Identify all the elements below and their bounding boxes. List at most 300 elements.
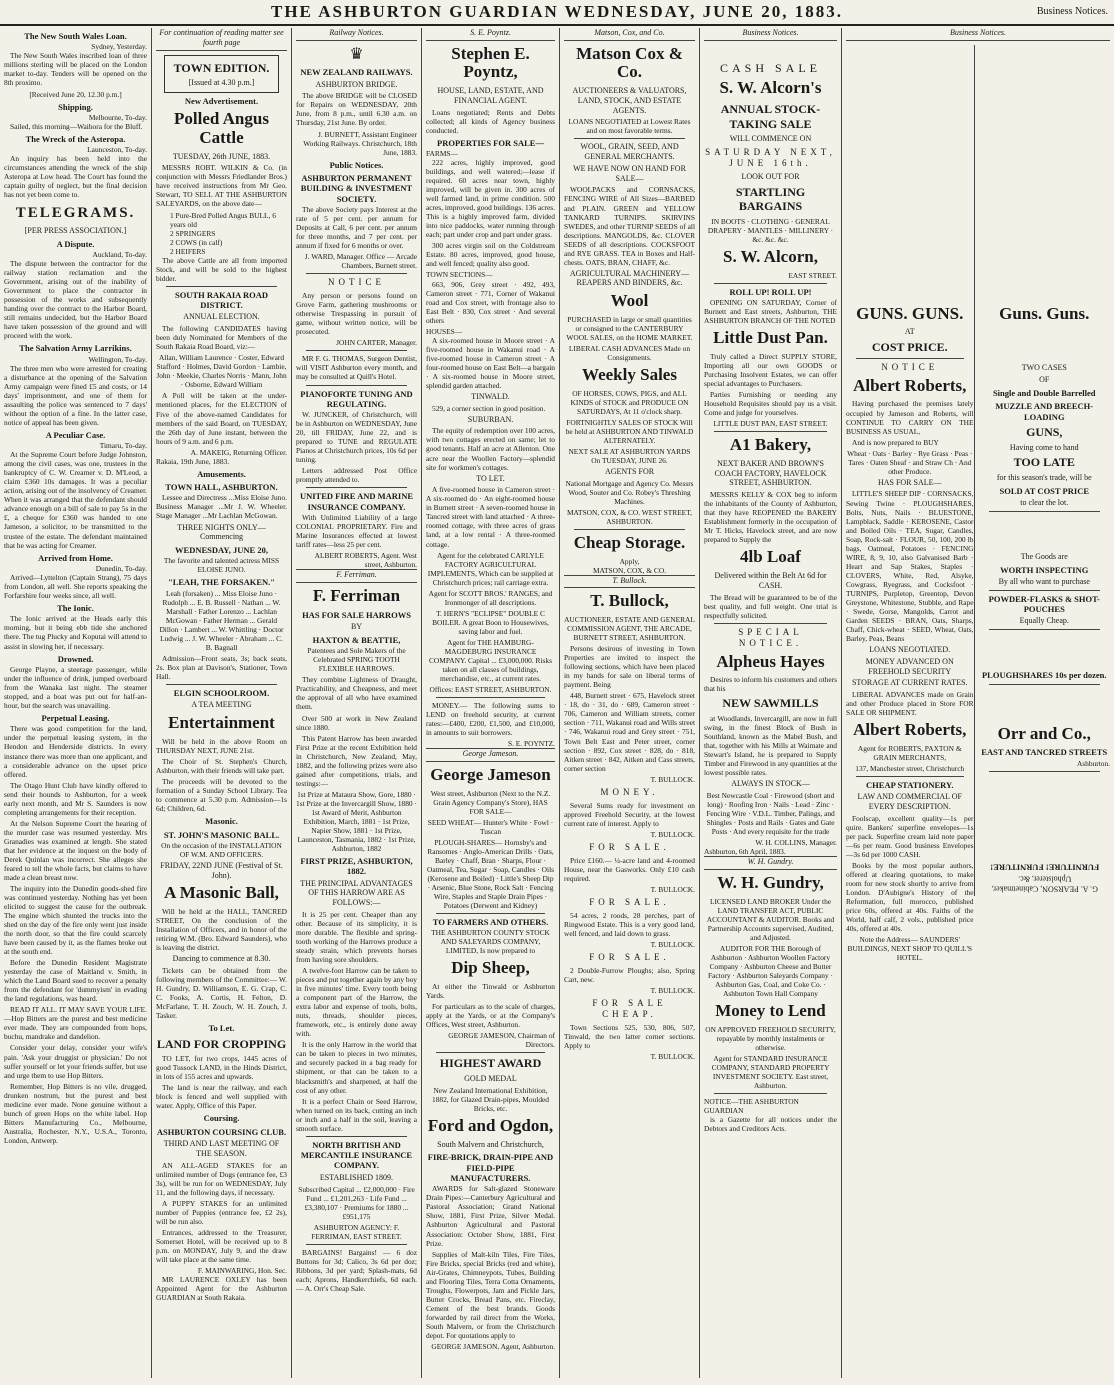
- signature: F. MAINWARING, Hon. Sec.: [197, 1265, 287, 1275]
- product-list: LITTLE'S SHEEP DIP · CORNSACKS, Sewing Twine · PLOUGHSHARES, Bolts, Nuts, Nails · BLUESTONE, Lampblack, Saddle · KEROSENE, Castor and Boiled Oils · TEA, Sugar, Candles, Soap, Rock-salt · FLOUR, 50, 100, 200 lb bags, Oatmeal, Potatoes · FENCING WIRE, 8, 9, 10, also Galvanised Barb · Heart and Sap Stakes, Staples · CLOVERS, White, Red, Alsyke, Cowgrass, Ryegrass, and Cocksfoot · TURNIPS, Purpletop, Greentop, Devon Greystone, Whitestone, Stubble, and Rape · Swede, Gorse, Mangolds, Carrot and Garden SEEDS · BRAN, Oats, Sharps, Chaff, Chick-wheat · SEED, Wheat, Oats, Barley, Peas, Beans: [846, 489, 974, 643]
- ad-text: Entrances, addressed to the Treasurer, Somerset Hotel, will be received up to 8 p.m. on MONDAY, July 9, and the draw will take place at the same time.: [156, 1227, 287, 1264]
- ad-title-large: Albert Roberts,: [853, 375, 967, 395]
- ad-title-large: George Jameson: [430, 764, 551, 784]
- product-list: PLOUGH-SHARES— Hornsby's and Ransomes · Anglo-American Drills · Oats, Barley · Chaff, Bran · Sharps, Flour · Oatmeal, Tea, Sugar · Soap, Candles · Oils (Kerosene and Boiled) · Little's Sheep Dip · Arsenic, Blue Stone, Rock Salt · Fencing Wire, Staples and Staple Drain Pipes · Potatoes (Derwent and Kidney): [426, 837, 554, 910]
- capital-list: Subscribed Capital ... £2,000,000 · Fire Fund ... £1,201,263 · Life Fund ... £3,380,107 · Premiums for 1880 ... £951,175: [298, 1184, 415, 1221]
- ad-title: PIANOFORTE TUNING AND REGULATING.: [300, 388, 413, 409]
- address: 137, Manchester street, Christchurch: [855, 763, 965, 773]
- headline: A Peculiar Case.: [45, 429, 106, 440]
- ad-title: ELGIN SCHOOLROOM.: [173, 688, 270, 699]
- lot-item: 2 SPRINGERS: [170, 228, 216, 238]
- ad-text: A Poll will be taken at the under-mentioned places, for the ELECTION of Five of the above-named Candidates for members of the said Board, on TUESDAY, the 26th day of June instant, between the hours of 9 a.m. and 6 p.m.: [156, 391, 287, 446]
- headline: Perpetual Leasing.: [41, 713, 110, 724]
- ad-subtitle: STARTLING BARGAINS: [735, 184, 806, 214]
- section-head: George Jameson.: [426, 748, 555, 762]
- column-2-ads: [152, 28, 292, 1378]
- article-text: The New South Wales inscribed loan of three millions sterling will be placed on the London market to-day. Tenders will be opened on the 8th proximo.: [4, 51, 147, 88]
- column-heading: Railway Notices.: [296, 28, 417, 41]
- masthead-right: Business Notices.: [1036, 6, 1108, 17]
- ad-title-large: Money to Lend: [715, 1000, 826, 1020]
- lot-item: 2 COWS (in calf): [170, 237, 223, 247]
- section-head: To Let.: [208, 1023, 235, 1034]
- ad-text: At either the Tinwald or Ashburton Yards.: [426, 982, 555, 1001]
- ad-title-large: S. W. Alcorn's: [719, 78, 822, 98]
- ad-title-large: Cheap Storage.: [573, 532, 686, 552]
- ad-text: The Bread will be guaranteed to be of the best quality, and full weight. One trial is respectfully solicited.: [704, 592, 837, 620]
- ad-subtitle: AGENTS FOR: [604, 467, 655, 476]
- ad-text: With Unlimited Liability of a large COLONIAL PROPRIETARY. Fire and Marine Insurances effected at lowest tariff rates—less 25 per cent.: [296, 513, 417, 550]
- ad-text: It is the only Harrow in the world that can be taken to pieces in two minutes, and securely packed in a bag ready for shipment, or that can be taken to a blacksmith's and sharpened, at half the cost of any other.: [296, 1040, 417, 1095]
- section-head: Masonic.: [205, 816, 238, 827]
- signature: ALBERT ROBERTS, Agent. West street, Ashburton.: [314, 551, 417, 570]
- prize-list: 1st Prize at Mataura Show, Gore, 1880 · 1st Prize at the Invercargill Show, 1880 · 1st Award of Merit, Ashburton Exhibition, March, 1881 · 1st Prize, Napier Show, 1881 · 1st Prize, Launceston, Tasmania, 1882 · 1st Prize, Ashburton, 1882: [296, 789, 417, 853]
- ad-subtitle: ESTABLISHED 1809.: [319, 1172, 394, 1182]
- section-head: New Advertisement.: [184, 95, 259, 106]
- ad-subtitle: South Malvern and Christchurch,: [437, 1139, 544, 1149]
- ad-date: Ashburton, 6th April, 1883.: [704, 847, 786, 857]
- ad-title: FOR SALE CHEAP.: [592, 998, 667, 1019]
- article-text: There was good competition for the land, under the perpetual leasing system, in the Hendon and Henderside districts. In every instance there was more than one applicant, and a considerable advance on the upset price offered.: [4, 724, 147, 779]
- ad-text: LOANS NEGOTIATED at Lowest Rates and on most favorable terms.: [568, 117, 691, 136]
- signature: T. BULLOCK.: [650, 985, 695, 995]
- ad-subtitle: FIRE-BRICK, DRAIN-PIPE AND FIELD-PIPE MANUFACTURERS.: [427, 1152, 554, 1183]
- ad-title-large: S. W. Alcorn,: [723, 247, 818, 267]
- cast-list: Leah (forsaken) ... Miss Eloise Juno · Rudolph ... E. B. Russell · Nathan ... W. Marshall · Father Lorenzo ... Lachlan McGowan · Father Herman ... Gerald Dillon · Lambert ... W. Whittling · Doctor Ludwig ... J. W. Wheeler · Abraham ... C. B. Bagnall: [159, 588, 284, 652]
- ad-subtitle: ALWAYS IN STOCK—: [731, 779, 810, 789]
- ad-title: Polled Angus Cattle: [174, 109, 269, 147]
- dateline: Timaru, To-day.: [99, 441, 147, 451]
- headline: The New South Wales Loan.: [24, 31, 127, 41]
- ad-text: MR F. G. THOMAS, Surgeon Dentist, will VISIT Ashburton every month, and may be consulted at Quill's Hotel.: [296, 354, 417, 382]
- ad-text: G. A. PEARSON, Cabinetmaker, Upholsterer, &c.: [991, 874, 1098, 894]
- ad-subtitle: THIRD AND LAST MEETING OF THE SEASON.: [163, 1139, 280, 1158]
- ad-title: FOR SALE.: [589, 896, 670, 907]
- ad-title: FOR SALE.: [589, 951, 670, 962]
- ad-title: SPECIAL NOTICE.: [738, 626, 803, 648]
- article-text: Consider your delay, consider your wife's pain. 'Ask your druggist or physician.' Do not suffer yourself or let your friends suffer, but use and urge them to use Hop Bitters.: [4, 1043, 147, 1080]
- article-text: George Playne, a steerage passenger, while under the influence of drink, jumped overboard from the Wanaka last night. The steamer stopped, and a boat was put out for half-an-hour, but the search was unavailing.: [4, 664, 147, 711]
- ad-title: TO FARMERS AND OTHERS.: [432, 917, 549, 928]
- dateline: Launceston, To-day.: [87, 145, 147, 155]
- article-text: The three men who were arrested for creating a disturbance at the opening of the Salvation Army campaign were fined £5 and costs, or 14 days' imprisonment, and one of them for assaulting the police was sentenced to 7 days' without the option of a fine. In the latter case, notice of appeal has been given.: [4, 363, 147, 427]
- ad-text: This Patent Harrow has been awarded First Prize at the recent Exhibition held in Christchurch, New Zealand, May, 1882, and the following prizes were also gained after competitions, trials, and testings:—: [296, 733, 417, 788]
- ad-subtitle: FARMS—: [426, 149, 458, 159]
- ad-subtitle: WOOL, GRAIN, SEED, AND GENERAL MERCHANTS.: [580, 142, 679, 162]
- ad-title-large: Dip Sheep,: [451, 958, 530, 978]
- ad-subtitle: HAS FOR SALE—: [877, 477, 942, 487]
- ad-title: FOR SALE.: [589, 841, 670, 852]
- ad-text: Over 500 at work in New Zealand since 1880.: [296, 713, 417, 732]
- ad-text: Truly called a Direct SUPPLY STORE, Importing all our own GOODS or Purchasing Insolvent Estates, we can offer special advantages to Purchasers.: [704, 351, 837, 389]
- ad-subtitle: PROPERTIES FOR SALE—: [437, 137, 544, 148]
- ad-subtitle: NEXT BAKER AND BROWN'S COACH FACTORY, HAVELOCK STREET, ASHBURTON.: [714, 458, 827, 488]
- ad-subtitle: TWO CASES: [1021, 363, 1067, 373]
- ad-title: MONEY.: [600, 786, 659, 797]
- ad-text: Any person or persons found on Grove Farm, gathering mushrooms or otherwise Trespassing in pursuit of game, without written notice, will be prosecuted.: [296, 291, 417, 337]
- ad-title-large: 4lb Loaf: [740, 547, 801, 567]
- signature: T. BULLOCK.: [650, 1052, 695, 1062]
- ad-title-large: Matson Cox & Co.: [576, 43, 683, 82]
- ad-subtitle: FRIDAY, 22ND JUNE (Festival of St. John).: [160, 860, 283, 880]
- ad-subtitle: Dancing to commence at 8.30.: [172, 954, 271, 964]
- ad-title-large: T. Bullock,: [590, 591, 669, 611]
- ad-title: UNITED FIRE AND MARINE INSURANCE COMPANY.: [299, 491, 414, 512]
- signature: LITTLE DUST PAN, EAST STREET.: [713, 419, 828, 429]
- ad-subtitle: OF: [1039, 375, 1050, 385]
- ad-title-large: Entertainment: [168, 713, 275, 733]
- ad-text: MESSRS ROBT. WILKIN & Co. (in conjunction with Messrs Friedlander Bros.) have received instructions from Mr Geo. Stewart, TO SELL AT THE ASHBURTON SALEYARDS, on the above date—: [156, 163, 287, 209]
- ad-title: NOTICE: [881, 361, 939, 372]
- ad-text: OF HORSES, COWS, PIGS, and ALL KINDS of STOCK and PRODUCE ON SATURDAYS, At 11 o'clock sharp.: [570, 388, 689, 416]
- ad-text: Equally Cheap.: [1019, 616, 1069, 626]
- dateline: Auckland, To-day.: [92, 249, 147, 259]
- ad-subtitle: BY: [350, 622, 363, 632]
- ad-text: For particulars as to the scale of charges, apply at the Yards, or at the Company's Offices, West street, Ashburton.: [426, 1002, 555, 1030]
- ad-text: Persons desirous of investing in Town Properties are invited to inspect the following sections, which have been placed in my hands for sale on liberal terms of payment. Being: [564, 644, 695, 690]
- section-title-telegrams: TELEGRAMS.: [15, 204, 136, 221]
- section-head: F. Ferriman.: [296, 569, 417, 583]
- ad-date: TUESDAY, 26th JUNE, 1883.: [172, 151, 271, 161]
- ad-text: LICENSED LAND BROKER Under the LAND TRANSFER ACT, PUBLIC ACCOUNTANT & AUDITOR. Books and Partnership Accounts supervised, Audited, and Adjusted.: [706, 896, 835, 942]
- ad-text: to clear the lot.: [1020, 498, 1069, 508]
- article-text: Arrived—Lyttelton (Captain Strang), 75 days from London, all well. She reports speaking the Forfarshire four weeks since, all well.: [4, 572, 147, 601]
- address: Note the Address— SAUNDERS' BUILDINGS, NEXT SHOP TO QUILL'S HOTEL.: [847, 935, 972, 963]
- ad-text: Having come to hand: [1009, 442, 1079, 452]
- ad-text: And is now prepared to BUY: [852, 437, 939, 447]
- ad-subtitle: WEDNESDAY, JUNE 20,: [175, 545, 268, 556]
- ad-title: FURNITURE! FURNITURE!: [989, 862, 1099, 872]
- ad-title: ASHBURTON COURSING CLUB.: [156, 1126, 287, 1137]
- article-text: Remember, Hop Bitters is no vile, drugged, drunken nostrum, but the purest and best medicine ever made. None genuine without a bunch of green Hops on the white label. Hop Bitters Manufacturing Co., Melbourne, Australia, Rochester, N.Y., U.S.A., Toronto, London, Antwerp.: [4, 1081, 147, 1145]
- address: EAST AND TANCRED STREETS: [981, 747, 1108, 758]
- dateline: Dunedin, To-day.: [95, 563, 147, 573]
- lot-item: 2 HEIFERS: [170, 246, 206, 256]
- ad-text: Will be held at the HALL, TANCRED STREET, On the conclusion of the Installation of Officers, and in honor of the retiring W.M. (Bro. Edward Saunders), who is leaving the district.: [156, 907, 287, 953]
- lot-item: 1 Pure-Bred Polled Angus BULL, 6 years old: [170, 210, 276, 229]
- ad-title-large: Wool: [610, 291, 649, 311]
- ad-subtitle: Single and Double Barrelled: [992, 387, 1096, 398]
- dateline: Wellington, To-day.: [88, 354, 147, 364]
- ad-text: 222 acres, highly improved, good buildings, and well watered;—lease if required. 60 acres near town, highly improved, will be given in. 300 acres of well farmed land, in prime condition. 500 acres, improved, good buildings. 136 acres. This is a highly improved farm, divided into nice paddocks, water running through each; part under crop and part under grass.: [426, 158, 555, 240]
- ad-subtitle: HAXTON & BEATTIE,: [312, 634, 401, 645]
- item-list: IN BOOTS · CLOTHING · GENERAL DRAPERY · MANTLES · MILLINERY · &c. &c. &c.: [707, 217, 834, 245]
- ad-text: The following CANDIDATES having been duly Nominated for Members of the South Rakaia Road Board, viz:—: [156, 324, 287, 352]
- ad-text: National Mortgage and Agency Co. Messrs Wood, Souter and Co. Robey's Threshing Machines.: [565, 478, 694, 506]
- ad-text: BARGAINS! Bargains! — 6 doz Buttons for 3d; Calico, 3s 6d per doz; Ribbons, 3d per yard; Splash-mats, 6d each; Aprons, Handkerchiefs, 6d each.— A. Orr's Cheap Sale.: [296, 1247, 417, 1293]
- ad-text: AUDITOR FOR THE Borough of Ashburton · Ashburton Woollen Factory Company · Ashburton Cheese and Butter Factory · Ashburton Saleyards Company · Ashburton Gas, Coal, and Coke Co. · Ashburton Town Hall Company: [707, 943, 833, 998]
- ad-subtitle: SOLD AT COST PRICE: [999, 485, 1089, 496]
- ad-title: NOTICE: [328, 277, 385, 288]
- ad-text: Agent for SCOTT BROS.' RANGES, and Ironmonger of all descriptions.: [428, 588, 553, 607]
- ad-subtitle: TOWN SECTIONS—: [426, 270, 493, 280]
- column-heading: Matson, Cox, and Co.: [564, 28, 695, 41]
- ad-text: Foolscap, excellent quality—1s per quire. Bankers' superfine envelopes—1s per pack. Superfine cream laid note paper—6s per ream. Good business Envelopes—3s 6d per 1000 CASH.: [846, 813, 974, 859]
- ad-text: MONEY.— The following sums to LEND on freehold security, at current rates:—£400, £200, £1,500, and £10,000, in amounts to suit borrowers.: [426, 701, 555, 738]
- ad-subtitle: NEW SAWMILLS: [722, 696, 819, 711]
- ad-text: THE ASHBURTON COUNTY STOCK AND SALEYARDS COMPANY, LIMITED, Is now prepared to: [431, 928, 550, 956]
- ad-text: T. HERN'S "ECLIPSE" DOUBLE C BOILER. A great Boon to Housewives, saving labor and fuel.: [432, 608, 549, 636]
- article-text: Sailed, this morning—Waihora for the Bluff.: [10, 121, 143, 131]
- ad-text: Several Sums ready for investment on approved Freehold Security, at the lowest current rate of interest. Apply to: [564, 800, 695, 828]
- ad-text: A six-roomed house in Moore street · A five-roomed house in Wakanui road · A five-roomed house in Cameron street · A four-roomed house on East Belt—a bargain · A six-roomed house in Moore street, splendid garden attached.: [426, 335, 555, 390]
- headline: Arrived from Home.: [38, 552, 113, 563]
- ad-text: The above Cattle are all from imported Stock, and will be sold to the highest bidder.: [156, 255, 287, 283]
- column-heading: Business Notices.: [846, 28, 1110, 41]
- ad-title: NORTH BRITISH AND MERCANTILE INSURANCE COMPANY.: [300, 1139, 413, 1171]
- ad-subtitle: TO LET.: [476, 473, 505, 483]
- headline: Shipping.: [58, 101, 93, 112]
- office-address: Offices: EAST STREET, ASHBURTON.: [429, 684, 552, 694]
- ad-text: 529, a corner section in good position.: [432, 403, 546, 413]
- ad-subtitle: PLOUGHSHARES 10s per dozen.: [981, 670, 1107, 681]
- ad-subtitle: THE PRINCIPAL ADVANTAGES OF THIS HARROW ARE AS FOLLOWS:—: [300, 878, 413, 908]
- ad-text: The above Society pays Interest at the rate of 5 per cent. per annum for Deposits at Call, 6 per cent. per annum for three months, and 7 per cent. per annum if fixed for 6 months or over.: [296, 205, 417, 251]
- column-7-ads: [842, 28, 1114, 1378]
- ad-subtitle: SUBURBAN.: [467, 414, 514, 424]
- ad-subtitle: SATURDAY NEXT, JUNE 16th.: [705, 147, 836, 169]
- ad-text: W. JUNCKER, of Christchurch, will be in Ashburton on WEDNESDAY, June 20, till FRIDAY, June 22, and is prepared to TUNE and REGULATE Pianos at Christchurch prices, 10s 6d per tuning.: [296, 410, 417, 465]
- ad-title-large: Guns. Guns.: [999, 303, 1090, 323]
- ad-text: Lessee and Directress ...Miss Eloise Juno. Business Manager ...Mr J. W. Wheeler. Stage Manager ...Mr Lachlan McGowan.: [156, 493, 287, 521]
- ad-subtitle: WORTH INSPECTING: [1000, 564, 1089, 575]
- ad-subtitle: HAS FOR SALE HARROWS: [302, 609, 411, 620]
- ad-text: TO LET, for two crops, 1445 acres of good Tussock LAND, in the Hinds District, in lots of 155 acres and upwards.: [156, 1054, 287, 1082]
- headline: The Wreck of the Asteropa.: [25, 133, 126, 144]
- ad-title-large: F. Ferriman: [312, 586, 401, 606]
- ad-title: SOUTH RAKAIA ROAD DISTRICT.: [174, 289, 269, 311]
- albert-roberts-ad: [846, 45, 974, 964]
- ad-title: NOTICE—THE ASHBURTON GUARDIAN: [704, 1096, 799, 1115]
- column-5-ads: [560, 28, 700, 1378]
- orr-and-co-ad: [974, 45, 1111, 896]
- ad-title: NEW ZEALAND RAILWAYS.: [300, 67, 413, 78]
- ad-text: Parties Furnishing or needing any Household Requisites should pay us a visit. Come and judge for yourselves.: [704, 390, 837, 418]
- ad-text: AN ALL-AGED STAKES for an unlimited number of Dogs (entrance fee, £3 3s), will be run for on WEDNESDAY, July 11, and the following days, if necessary.: [156, 1160, 287, 1197]
- ad-subtitle: MUZZLE AND BREECH-LOADING: [995, 401, 1094, 422]
- ad-text: The Choir of St. Stephen's Church, Ashburton, with their friends will take part.: [156, 756, 287, 775]
- ad-subtitle: POWDER-FLASKS & SHOT-POUCHES: [988, 593, 1100, 615]
- ad-title: HIGHEST AWARD: [439, 1056, 542, 1071]
- ad-subtitle: HOUSE, LAND, ESTATE, AND FINANCIAL AGENT.: [437, 86, 544, 105]
- article-text: The inquiry into the Dunedin goods-shed fire was continued yesterday. Nothing has yet been elicited to suggest the cause for the outbreak. The engine which shunted the trucks into the shed on the day of the fire only went just inside the north door, so that the fire could scarcely have been caused by it, as the flames broke out at the south end.: [4, 883, 147, 957]
- section-list: 448, Burnett street · 675, Havelock street · 18, do · 31, do · 689, Cameron street · 706, Cameron and William streets, corner section · 711, Wakanui road and Wills street · 746, Wakanui road and Grey street · 751, Town Belt East and Peter street, corner section · 892, Cox street · 828, do · 818, Aitken street · 842, Aitken and Cass streets, corner section: [564, 691, 695, 773]
- section-head: Amusements.: [197, 468, 246, 479]
- ad-title-large: Weekly Sales: [582, 365, 677, 385]
- column-4-ads: [422, 28, 560, 1378]
- ad-text: PURCHASED in large or small quantities or consigned to the CANTERBURY WOOL SALES, on the HOME MARKET.: [566, 314, 693, 342]
- ad-text: is a Gazette for all notices under the Debtors and Creditors Acts.: [704, 1114, 837, 1133]
- ad-title-large: Little Dust Pan.: [713, 328, 828, 348]
- ad-text: West street, Ashburton (Next to the N.Z. Grain Agency Company's Store), HAS FOR SALE—: [430, 788, 551, 816]
- ad-title: ROLL UP! ROLL UP!: [729, 286, 812, 297]
- press-credit: [PER PRESS ASSOCIATION.]: [24, 225, 127, 235]
- column-1-news: [0, 28, 152, 1378]
- dateline: Melbourne, To-day.: [88, 112, 147, 122]
- ad-subtitle: FIRST PRIZE, ASHBURTON, 1882.: [300, 855, 413, 877]
- ad-subtitle: LOANS NEGOTIATED.: [869, 645, 951, 654]
- ad-subtitle: HOUSES—: [426, 326, 463, 336]
- ad-text: The land is near the railway, and each block is fenced and well supplied with water. Apply, Office of this Paper.: [156, 1083, 287, 1111]
- article-text: The dispute between the contractor for the railway station reclamation and the Government, arising out of the inability of Government to place the contractor in possession of the works and subsequently handing over the contract to the Harbor Board, still remains undecided, but the Harbor Board have taken possession of the ground and will proceed with the work.: [4, 258, 147, 341]
- ad-subtitle: ASHBURTON BRIDGE.: [315, 79, 398, 89]
- town-edition-title: TOWN EDITION.: [173, 60, 270, 75]
- ad-title-large: A1 Bakery,: [729, 435, 812, 455]
- ad-title-large: GUNS. GUNS.: [856, 303, 964, 323]
- article-text: At the Nelson Supreme Court the hearing of the murder case was resumed yesterday. Mrs Granadies was examined at length. She stated that her evidence at the inquest on the body of Derek Quinlan was incorrect. She alleges she feared to tell the whole facts, but claims to have made a clean breast now.: [4, 818, 147, 882]
- article-text: An inquiry has been held into the circumstances attending the wreck of the ship Asteropa at Low head. The Court has found the captain guilty of neglect, but the final decision has not yet been come to.: [4, 154, 147, 200]
- ad-text: Town Sections 525, 530, 806, 507, Tinwald, the two latter corner sections. Apply to: [564, 1022, 695, 1050]
- ad-text: Letters addressed Post Office promptly attended to.: [296, 466, 417, 485]
- ad-subtitle: WILL COMMENCE ON: [729, 134, 812, 144]
- ad-text: The equity of redemption over 100 acres, with two cottages erected on same; let to good tenants. Half an acre at Allenton. One acre near the Woollen Factory—splendid site for workmen's cottages.: [426, 426, 555, 472]
- ad-text: Tickets can be obtained from the following members of the Committee:— W. H. Gundry, D. Williamson, E. G. Crap, C. C. Fooks, A. Cortis, H. Felton, D. McFarlane, T. H. Zouch, W. H. Zouch, J. Tasker.: [156, 966, 287, 1021]
- ad-title: ST. JOHN'S MASONIC BALL.: [163, 829, 280, 840]
- ad-text: MR LAURENCE OXLEY has been Appointed Agent for the Ashburton GUARDIAN at South Rakaia.: [156, 1274, 287, 1303]
- signature: S. E. POYNTZ.: [507, 739, 555, 749]
- ad-subtitle: ANNUAL STOCK-TAKING SALE: [720, 102, 821, 131]
- ad-subtitle: A TEA MEETING: [191, 700, 252, 710]
- ad-title-large: Ford and Ogdon,: [427, 1115, 554, 1135]
- signature: GEORGE JAMESON, Chairman of Directors.: [448, 1031, 555, 1050]
- ad-text: OPENING ON SATURDAY, Corner of Burnett and East streets, Ashburton, THE ASHBURTON BRANCH OF THE NOTED: [704, 298, 837, 326]
- ad-subtitle: THREE NIGHTS ONLY—Commencing: [177, 522, 266, 542]
- ad-text: A five-roomed house in Cameron street · A six-roomed do · An eight-roomed house in Burnett street · A seven-roomed house in Tancred street with land attached · A three-roomed cottage, with three acres of grass land, at a low rental · A three-roomed cottage.: [426, 485, 555, 549]
- ad-text: ON APPROVED FREEHOLD SECURITY, repayable by monthly instalments or otherwise.: [705, 1024, 836, 1052]
- signature: A. MAKEIG, Returning Officer.: [190, 447, 287, 457]
- ad-subtitle: WE HAVE NOW ON HAND FOR SALE—: [573, 163, 686, 183]
- headline: A Dispute.: [56, 238, 95, 249]
- ad-subtitle: TINWALD.: [471, 391, 510, 401]
- ad-text: LIBERAL ADVANCES made on Grain and other Produce placed in Store FOR SALE OR SHIPMENT.: [846, 690, 974, 718]
- masthead-title: THE ASHBURTON GUARDIAN WEDNESDAY, JUNE 20, 1883.: [271, 2, 843, 21]
- ad-text: It is 25 per cent. Cheaper than any other. Because of its simplicity, it is more durable. The flexible and spring-tooth working of the Harrows produce a steady strain, which prevents horses from having sore shoulders.: [296, 909, 417, 965]
- ad-text: 300 acres virgin soil on the Coldstream Estate. 80 acres, improved, good house, and well fenced; quality also good.: [426, 241, 555, 269]
- signature: T. BULLOCK.: [650, 884, 695, 894]
- ad-text: at Woodlands, Invercargill, are now in full swing, in the finest Block of Bush in Southland, known as the Mabel Bush, and that, together with his Mills at Waimate and Stewart's Island, he is prepared to Supply Timber and Firewood in any quantities at the lowest possible rates.: [704, 713, 837, 778]
- article-text: The Otago Hunt Club have kindly offered to send their hounds to Ashburton, for a week early next month, and Mr S. Saunders is now completing arrangements for their reception.: [4, 780, 147, 817]
- product-list: SEED WHEAT— Hunter's White · Fowl · Tuscan: [427, 817, 554, 836]
- signature: MATSON, COX, & CO.: [592, 565, 667, 575]
- masthead: [0, 0, 1114, 26]
- dateline: Sydney, Yesterday.: [91, 42, 147, 52]
- ad-text: The Goods are: [1020, 551, 1068, 561]
- article-text: At the Supreme Court before Judge Johnston, among the civil cases, was one, trustees in the bankruptcy of C. W. Creamer v. D. M'Leod, a claim £360 10s damages. It was a peculiar action, arising out of the insolvency of Creamer. When it was arranged that the defendant should advance enough on a bill of sale to pay 5s in the £, a cheque for £360 was handed to one Jameson, a solicitor, to be transmitted to the trustee of the estate. The defendant maintained that he was acting for Creamer.: [4, 450, 147, 550]
- ad-text: They combine Lightness of Draught, Practicability, and Cheapness, and meet the approval of all who have examined them.: [296, 675, 417, 712]
- ad-text: Supplies of Malt-kiln Tiles, Fire Tiles, Fire Bricks, special Bricks (red and white), Air-Grates, Chimneypots, Tubes, Building and Flooring Tiles, Terra Cotta Ornaments, Troughs, Flowerpots, Jam and Pickle Jars, Butter Crocks, Bread Pans, etc. Fireclay, Cement of the best brands. Goods forwarded by rail direct from the Works, South Malvern, or from the Christchurch depot. For quotations apply to: [426, 1249, 555, 1340]
- ad-text: Admission—Front seats, 3s; back seats, 2s. Box plan at Davison's, Stationer, Town Hall.: [156, 654, 287, 682]
- ad-text: 2 Double-Furrow Ploughs; also, Spring Cart, new.: [564, 965, 695, 984]
- article-text: READ IT ALL. IT MAY SAVE YOUR LIFE.—Hop Bitters are the purest and best medicine ever made. They are compounded from hops, buchu, mandrake and dandelion.: [4, 1005, 147, 1042]
- ad-subtitle: STORAGE AT CURRENT RATES.: [851, 678, 968, 688]
- ad-text: 54 acres, 2 roods, 28 perches, part of Ringwood Estate. This is a very good land, well fenced, and laid down to grass.: [564, 910, 695, 938]
- ad-text: The proceeds will be devoted to the formation of a Sunday School Library. Tea to commence at 5.30 p.m. Admission—1s 6d; Children, 6d.: [156, 777, 287, 814]
- ad-text: Having purchased the premises lately occupied by Jameson and Roberts, will CONTINUE TO CARRY ON THE BUSINESS AS USUAL,: [846, 399, 974, 436]
- ad-subtitle: Delivered within the Belt At 6d for CASH.: [714, 571, 827, 590]
- section-head: Coursing.: [203, 1113, 240, 1124]
- column-heading: S. E. Poyntz.: [426, 28, 555, 41]
- ad-text: Desires to inform his customers and others that his: [704, 675, 837, 694]
- issued-time: [Issued at 4.30 p.m.]: [188, 78, 255, 88]
- ad-text: Agent for the celebrated CARLYLE FACTORY AGRICULTURAL IMPLEMENTS, Which can be supplied at Christchurch prices; rail carriage extra.: [427, 550, 554, 587]
- ad-title-large: Albert Roberts,: [853, 720, 967, 740]
- ad-text: WOOLPACKS and CORNSACKS, FENCING WIRE of All Sizes—BARBED and PLAIN. GREEN and YELLOW TANKARD TURNIPS. SKIRVINS SWEDES, and other TURNIP SEEDS of all descriptions. MANGOLDS, &c. CLOVER SEEDS of all descriptions. COCKSFOOT and RYE GRASS. TEA in Boxes and Half-chests. OATS, BRAN, CHAFF, &c.: [564, 185, 695, 267]
- article-text: Before the Dunedin Resident Magistrate yesterday the case of Maitland v. Smith, in which the Land Board sued to recover a penalty from the defendant for 'dummyism' in evading the land regulations, was heard.: [4, 958, 147, 1004]
- ad-subtitle: ANNUAL ELECTION.: [183, 312, 260, 322]
- ad-text: New Zealand International Exhibition, 1882, for Glazed Drain-pipes, Moulded Bricks, etc.: [432, 1085, 549, 1113]
- ad-text: FORTNIGHTLY SALES OF STOCK Will be held at ASHBURTON AND TINWALD ALTERNATELY.: [565, 417, 694, 445]
- column-3-ads: [292, 28, 422, 1378]
- ad-text: The above BRIDGE will be CLOSED for Repairs on WEDNESDAY, 20th June, from 8 p.m., until 6.30 a.m. on Thursday, 21st June. By order.: [296, 91, 417, 128]
- section-head: T. Bullock.: [564, 575, 695, 589]
- ad-subtitle: AUCTIONEERS & VALUATORS, LAND, STOCK, AND ESTATE AGENTS.: [572, 86, 687, 115]
- ad-subtitle: AGRICULTURAL MACHINERY—REAPERS AND BINDERS, &c.: [569, 268, 690, 288]
- ad-text: Books by the most popular authors, offered at clearing quotations, to make room for new stock shortly to arrive from London. D'Aubigne's History of the Reformation, full morocco, published price 60s, offered at 40s. Faiths of the World, half calf, 2 vols., published price 40s, offered at 40s.: [846, 860, 974, 934]
- column-6-ads: [700, 28, 842, 1378]
- ad-title: ASHBURTON PERMANENT BUILDING & INVESTMENT SOCIETY.: [300, 172, 413, 204]
- ad-text: Agent for ROBERTS, PAXTON & GRAIN MERCHANTS,: [857, 743, 962, 762]
- section-head: W. H. Gundry.: [704, 856, 837, 870]
- ad-title-large: W. H. Gundry,: [717, 872, 824, 892]
- candidate-list: Allan, William Laurence · Coster, Edward Stafford · Holmes, David Gordon · Lambie, John · Meekie, Charles Norris · Mann, John · Osborne, Edward William: [156, 353, 287, 390]
- ad-subtitle: LAW AND COMMERCIAL OF EVERY DESCRIPTION.: [857, 792, 962, 811]
- grain-list: Wheat · Oats · Barley · Rye Grass · Peas · Tares · Oaten Sheaf · and Straw Ch · And other Produce.: [847, 448, 973, 476]
- signature: ASHBURTON AGENCY: F. FERRIMAN, EAST STREET.: [311, 1222, 402, 1241]
- play-title: "LEAH, THE FORSAKEN.": [167, 577, 276, 588]
- headline: The Ionic.: [57, 603, 94, 614]
- ad-text: By all who want to purchase: [998, 576, 1090, 586]
- column-note: For continuation of reading matter see fourth page: [156, 28, 287, 51]
- ad-text: Agent for STANDARD INSURANCE COMPANY, STANDARD PROPERTY INVESTMENT SOCIETY. East street, Ashburton.: [711, 1053, 830, 1090]
- signature: MATSON, COX, & CO. WEST STREET, ASHBURTON.: [566, 507, 693, 526]
- ad-subtitle: AT: [904, 327, 915, 337]
- ad-title: CASH SALE: [719, 60, 821, 75]
- headline: The Salvation Army Larrikins.: [19, 343, 132, 354]
- article-text: The Ionic arrived at the Heads early this morning, but it being ebb tide she anchored there. The tug Plucky and Koputai will attend to assist in slowing her, if necessary.: [4, 614, 147, 651]
- ad-text: On the occasion of the INSTALLATION OF W.M. AND OFFICERS.: [161, 840, 282, 859]
- signature: GEORGE JAMESON, Agent, Ashburton.: [431, 1341, 555, 1351]
- ad-text: NEXT SALE AT ASHBURTON YARDS On TUESDAY, JUNE 26.: [568, 446, 691, 465]
- ad-title: TOWN HALL, ASHBURTON.: [165, 482, 278, 493]
- ad-title: CHEAP STATIONERY.: [866, 779, 954, 790]
- signature: T. BULLOCK.: [650, 774, 695, 784]
- signature: JOHN CARTER, Manager.: [336, 338, 417, 348]
- signature: J. WARD, Manager. Office — Arcade Chambers, Burnett street.: [304, 252, 417, 271]
- ad-text: MESSRS KELLY & COX beg to inform the inhabitants of the County of Ashburton, that they have REOPENED the BAKERY Establishment formerly in the occupation of Mr T. Hicks, Havelock street, and are now prepared to Supply the: [704, 490, 837, 545]
- ad-text: Agent for THE HAMBURG-MAGDEBURG INSURANCE COMPANY. Capital ... £3,000,000. Risks taken on all classes of buildings, merchandise, etc., at current rates.: [429, 637, 552, 683]
- ad-subtitle: LOOK OUT FOR: [741, 172, 800, 181]
- signature: W. H. COLLINS, Manager.: [755, 838, 837, 848]
- article-text: [Received June 20, 12.30 p.m.]: [29, 89, 122, 99]
- signature: T. BULLOCK.: [650, 829, 695, 839]
- address: EAST STREET.: [788, 270, 837, 280]
- ad-text: Patentees and Sole Makers of the Celebrated SPRING TOOTH FLEXIBLE HARROWS.: [307, 646, 406, 674]
- ad-text: The favorite and talented actress MISS ELOISE JUNO.: [163, 556, 280, 575]
- ad-text: for this season's trade, will be: [996, 473, 1092, 483]
- address: Ashburton.: [1076, 758, 1110, 768]
- ad-text: Loans negotiated; Rents and Debts collected; all kinds of Agency business conducted.: [426, 107, 555, 135]
- ad-text: A PUPPY STAKES for an unlimited number of Puppies (entrance fee, £2 2s), will be run also.: [156, 1198, 287, 1226]
- crest-icon: ♛: [349, 45, 364, 63]
- ad-title-large: Alpheus Hayes: [716, 651, 825, 671]
- column-heading: Business Notices.: [704, 28, 837, 41]
- ad-subtitle: TOO LATE: [1013, 455, 1075, 470]
- ad-text: A twelve-foot Harrow can be taken to pieces and put together again by any boy in five minutes' time. Every tooth being a component part of the Harrow, the extra labor and expense of tools, bolts, nuts, threads, shoulder pieces, framework, etc., is entirely done away with.: [296, 966, 417, 1039]
- ad-subtitle: COST PRICE.: [871, 340, 948, 355]
- stock-list: Best Newcastle Coal · Firewood (short and long) · Roofing Iron · Nails · Lead · Zinc · Fencing Wire · V.D.L. Timber, Palings, and Shingles · Posts and Rails · Gates and Gate Posts · And every requisite for the trade: [706, 790, 835, 837]
- ad-text: AUCTIONEER, ESTATE AND GENERAL COMMISSION AGENT, THE ARCADE, BURNETT STREET, ASHBURTON.: [564, 615, 695, 643]
- headline: Drowned.: [57, 653, 94, 664]
- signature: J. BURNETT, Assistant Engineer Working Railways. Christchurch, 18th June, 1883.: [303, 129, 417, 157]
